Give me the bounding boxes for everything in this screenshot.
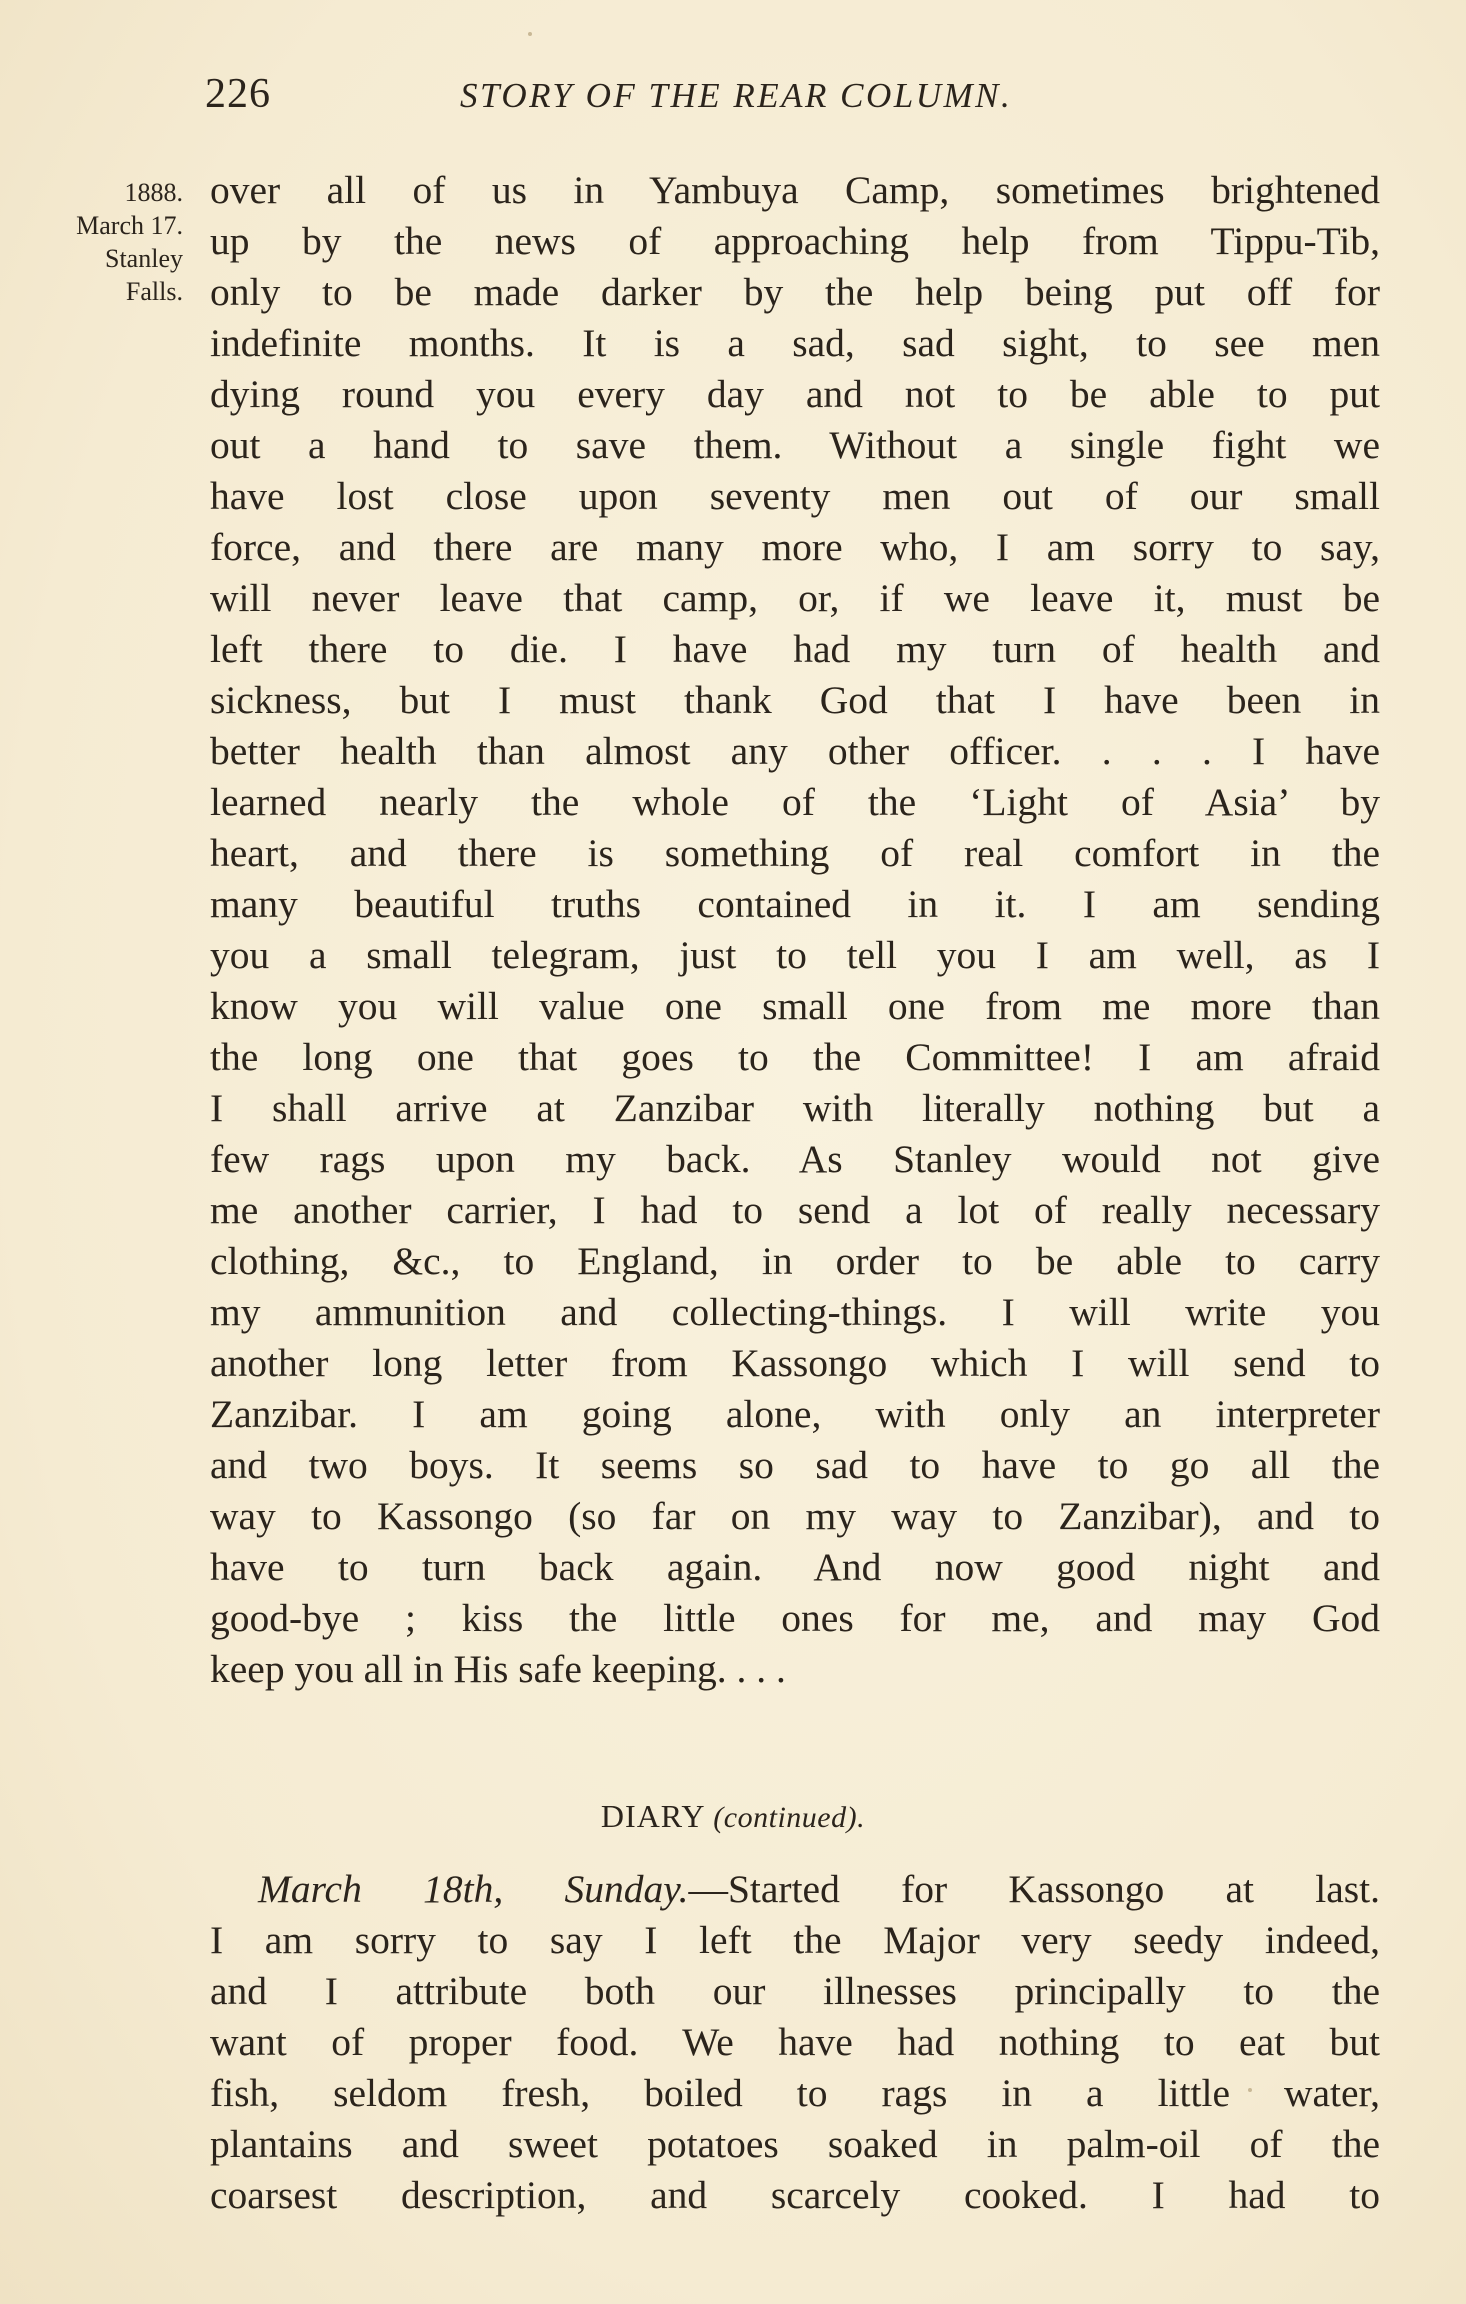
text-line: many beautiful truths contained in it. I am sending	[210, 882, 1380, 926]
text-line: have to turn back again. And now good night and	[210, 1545, 1380, 1589]
text-line: Zanzibar. I am going alone, with only an interpreter	[210, 1392, 1380, 1436]
diary-first-line	[210, 1864, 1380, 1915]
text-line: dying round you every day and not to be able to put	[210, 372, 1380, 416]
text-line: heart, and there is something of real comfort in the	[210, 831, 1380, 875]
text-line: I shall arrive at Zanzibar with literally nothing but a	[210, 1086, 1380, 1130]
text-line: over all of us in Yambuya Camp, sometimes brightened	[210, 168, 1380, 212]
entry-date: March 18th, Sunday.	[258, 1867, 689, 1911]
diary-heading-label: DIARY	[600, 1798, 705, 1834]
text-line: want of proper food. We have had nothing to eat but	[210, 2020, 1380, 2064]
text-line: the long one that goes to the Committee! I am afraid	[210, 1035, 1380, 1079]
text-line: another long letter from Kassongo which I will send to	[210, 1341, 1380, 1385]
text-line: fish, seldom fresh, boiled to rags in a little water,	[210, 2071, 1380, 2115]
letter-body	[210, 165, 1380, 1695]
diary-heading-note: (continued).	[713, 1801, 866, 1834]
text-line: learned nearly the whole of the ‘Light of Asia’ by	[210, 780, 1380, 824]
section-heading	[0, 1798, 1466, 1835]
text-line: I am sorry to say I left the Major very seedy indeed,	[210, 1918, 1380, 1962]
text-line: keep you all in His safe keeping. . . .	[210, 1647, 786, 1691]
text-line: coarsest description, and scarcely cooked. I had to	[210, 2173, 1380, 2217]
text-line: way to Kassongo (so far on my way to Zanzibar), and to	[210, 1494, 1380, 1538]
running-head: STORY OF THE REAR COLUMN.	[460, 76, 1013, 115]
text-line: sickness, but I must thank God that I have been in	[210, 678, 1380, 722]
text-line: know you will value one small one from me more than	[210, 984, 1380, 1028]
margin-note	[35, 176, 183, 308]
diary-body	[210, 1864, 1380, 2221]
text-line: and two boys. It seems so sad to have to go all the	[210, 1443, 1380, 1487]
text-line: few rags upon my back. As Stanley would not give	[210, 1137, 1380, 1181]
text-line: only to be made darker by the help being put off for	[210, 270, 1380, 314]
text-line: plantains and sweet potatoes soaked in palm-oil of the	[210, 2122, 1380, 2166]
text-line: better health than almost any other officer. . . . I have	[210, 729, 1380, 773]
text-line: clothing, &c., to England, in order to be able to carry	[210, 1239, 1380, 1283]
margin-date: March 17.	[76, 211, 183, 240]
text-line: me another carrier, I had to send a lot of really necessary	[210, 1188, 1380, 1232]
page-header	[205, 70, 1405, 130]
text-line: will never leave that camp, or, if we leave it, must be	[210, 576, 1380, 620]
text-line: have lost close upon seventy men out of our small	[210, 474, 1380, 518]
text-line: left there to die. I have had my turn of health and	[210, 627, 1380, 671]
paper-speck	[528, 32, 532, 36]
text-line: force, and there are many more who, I am sorry to say,	[210, 525, 1380, 569]
margin-place: Stanley	[105, 244, 183, 273]
text-line: good-bye ; kiss the little ones for me, and may God	[210, 1596, 1380, 1640]
margin-place: Falls.	[125, 277, 183, 306]
text-line: out a hand to save them. Without a single fight we	[210, 423, 1380, 467]
page-number: 226	[205, 71, 271, 117]
text-line: you a small telegram, just to tell you I am well, as I	[210, 933, 1380, 977]
text-line: up by the news of approaching help from Tippu-Tib,	[210, 219, 1380, 263]
margin-year: 1888.	[124, 178, 183, 207]
text-line: my ammunition and collecting-things. I will write you	[210, 1290, 1380, 1334]
text-line: and I attribute both our illnesses principally to the	[210, 1969, 1380, 2013]
text-line: indefinite months. It is a sad, sad sight, to see men	[210, 321, 1380, 365]
entry-text: —Started for Kassongo at last.	[688, 1867, 1380, 1911]
